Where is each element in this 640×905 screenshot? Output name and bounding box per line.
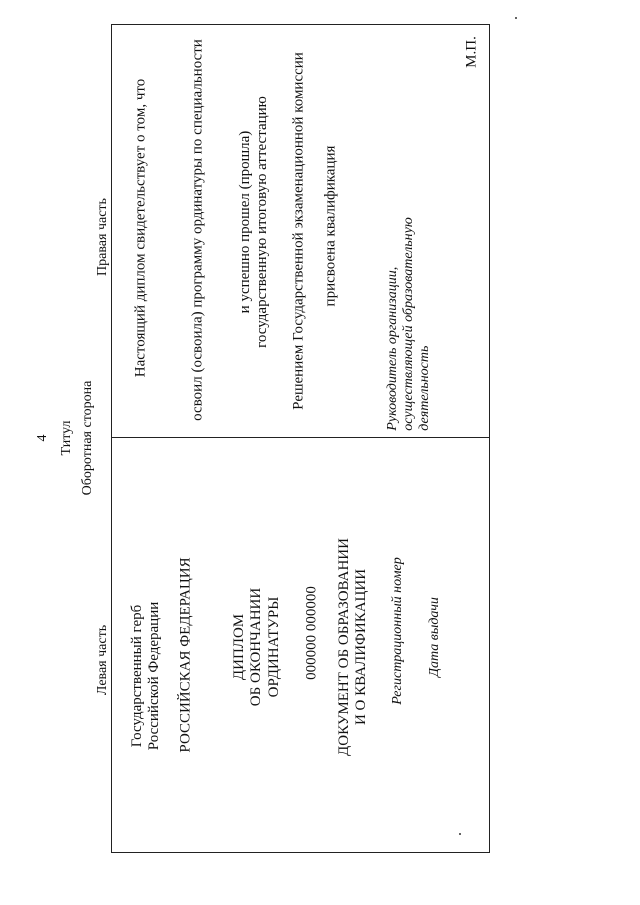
seal-mark: М.П. <box>463 36 480 68</box>
left-part-label: Левая часть <box>94 624 110 696</box>
diploma-number: 000000 000000 <box>303 586 320 680</box>
commission-decision-text: Решением Государственной экзаменационной комиссии <box>290 52 307 410</box>
page-number: 4 <box>34 434 50 442</box>
subtitle: Оборотная сторона <box>79 380 95 496</box>
organization-head-label: Руководитель организации, осуществляющей образовательную деятельность <box>384 217 433 431</box>
registration-number-label: Регистрационный номер <box>389 557 405 705</box>
issue-date-label: Дата выдачи <box>426 597 442 677</box>
right-part-label: Правая часть <box>94 198 110 276</box>
country-name: РОССИЙСКАЯ ФЕДЕРАЦИЯ <box>177 557 194 753</box>
title: Титул <box>58 420 74 456</box>
qualification-text: присвоена квалификация <box>322 145 339 307</box>
program-text: освоил (освоила) программу ординатуры по специальности <box>189 39 206 421</box>
scan-speck <box>515 17 517 19</box>
page-divider <box>111 437 490 438</box>
attestation-text: и успешно прошел (прошла) государственную итоговую аттестацию <box>236 96 270 348</box>
emblem-caption: Государственный герб Российской Федерации <box>128 601 162 751</box>
certifies-text: Настоящий диплом свидетельствует о том, что <box>132 78 149 378</box>
document-type: ДОКУМЕНТ ОБ ОБРАЗОВАНИИ И О КВАЛИФИКАЦИИ <box>335 538 369 756</box>
scan-speck <box>459 833 461 835</box>
diploma-title: ДИПЛОМ ОБ ОКОНЧАНИИ ОРДИНАТУРЫ <box>231 587 282 707</box>
